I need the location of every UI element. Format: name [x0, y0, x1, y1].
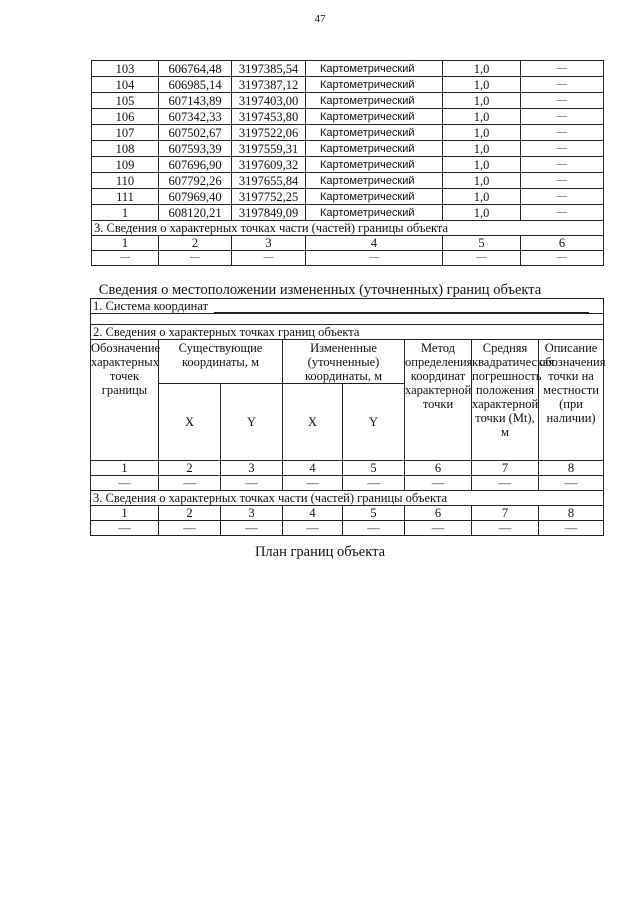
x-coordinate-cell: 606985,14: [159, 77, 232, 93]
point-number-cell: 104: [92, 77, 159, 93]
x-coordinate-cell: 607502,67: [159, 125, 232, 141]
header-x-changed: X: [283, 384, 343, 461]
column-number: 1: [91, 506, 159, 521]
column-number: 3: [221, 506, 283, 521]
empty-dash: —: [221, 521, 283, 536]
column-number: 6: [405, 506, 472, 521]
method-cell: Картометрический: [306, 141, 443, 157]
accuracy-cell: 1,0: [443, 77, 521, 93]
x-coordinate-cell: 607143,89: [159, 93, 232, 109]
y-coordinate-cell: 3197387,12: [232, 77, 306, 93]
method-cell: Картометрический: [306, 93, 443, 109]
method-cell: Картометрический: [306, 61, 443, 77]
header-method: Метод определения координат характерной точки: [405, 340, 472, 461]
accuracy-cell: 1,0: [443, 189, 521, 205]
header-changed-coords: Измененные (уточненные) координаты, м: [283, 340, 405, 384]
empty-dash: —: [159, 476, 221, 491]
accuracy-cell: 1,0: [443, 109, 521, 125]
column-number: 2: [159, 461, 221, 476]
page-number: 47: [314, 13, 326, 25]
points-table: [91, 60, 604, 266]
header-x-existing: X: [159, 384, 221, 461]
column-number: 5: [443, 236, 521, 251]
coord-system-blank: [214, 301, 589, 313]
y-coordinate-cell: 3197609,32: [232, 157, 306, 173]
description-cell: —: [521, 189, 604, 205]
table-row: [92, 61, 604, 77]
empty-dash: —: [343, 476, 405, 491]
y-coordinate-cell: 3197522,06: [232, 125, 306, 141]
accuracy-cell: 1,0: [443, 157, 521, 173]
method-cell: Картометрический: [306, 173, 443, 189]
accuracy-cell: 1,0: [443, 125, 521, 141]
column-number: 8: [539, 461, 604, 476]
table-row: [92, 77, 604, 93]
method-cell: Картометрический: [306, 109, 443, 125]
table-row: [92, 125, 604, 141]
description-cell: —: [521, 61, 604, 77]
x-coordinate-cell: 607342,33: [159, 109, 232, 125]
column-number: 3: [221, 461, 283, 476]
empty-dash: —: [405, 476, 472, 491]
accuracy-cell: 1,0: [443, 173, 521, 189]
changed-boundaries-table: [90, 298, 604, 536]
x-coordinate-cell: 608120,21: [159, 205, 232, 221]
section2-title: 2. Сведения о характерных точках границ объекта: [91, 325, 604, 340]
coord-system-row: [91, 299, 604, 314]
column-number: 3: [232, 236, 306, 251]
column-number: 7: [472, 461, 539, 476]
point-number-cell: 103: [92, 61, 159, 77]
y-coordinate-cell: 3197385,54: [232, 61, 306, 77]
points-table-body: [92, 61, 604, 266]
empty-dash: —: [343, 521, 405, 536]
empty-dash: —: [283, 521, 343, 536]
y-coordinate-cell: 3197752,25: [232, 189, 306, 205]
point-number-cell: 105: [92, 93, 159, 109]
column-number: 4: [306, 236, 443, 251]
description-cell: —: [521, 173, 604, 189]
accuracy-cell: 1,0: [443, 61, 521, 77]
column-number: 6: [521, 236, 604, 251]
header-accuracy: Средняя квадратическая погрешность положения характерной точки (Mt), м: [472, 340, 539, 461]
column-number: 2: [159, 506, 221, 521]
plan-title: План границ объекта: [254, 544, 386, 560]
column-number: 1: [92, 236, 159, 251]
table-row: [92, 189, 604, 205]
y-coordinate-cell: 3197559,31: [232, 141, 306, 157]
empty-dash: —: [472, 521, 539, 536]
section3-title: 3. Сведения о характерных точках части (частей) границы объекта: [92, 221, 604, 236]
header-existing-coords: Существующие координаты, м: [159, 340, 283, 384]
empty-dash: —: [283, 476, 343, 491]
x-coordinate-cell: 607792,26: [159, 173, 232, 189]
empty-dash: —: [159, 251, 232, 266]
table-row: [92, 173, 604, 189]
accuracy-cell: 1,0: [443, 141, 521, 157]
table-row: [92, 109, 604, 125]
description-cell: —: [521, 125, 604, 141]
point-number-cell: 109: [92, 157, 159, 173]
description-cell: —: [521, 205, 604, 221]
x-coordinate-cell: 607593,39: [159, 141, 232, 157]
empty-dash: —: [91, 476, 159, 491]
accuracy-cell: 1,0: [443, 205, 521, 221]
column-number: 6: [405, 461, 472, 476]
empty-dash: —: [91, 521, 159, 536]
y-coordinate-cell: 3197453,80: [232, 109, 306, 125]
method-cell: Картометрический: [306, 125, 443, 141]
empty-dash: —: [405, 521, 472, 536]
point-number-cell: 107: [92, 125, 159, 141]
column-number: 5: [343, 506, 405, 521]
description-cell: —: [521, 93, 604, 109]
header-y-changed: Y: [343, 384, 405, 461]
column-number: 2: [159, 236, 232, 251]
y-coordinate-cell: 3197849,09: [232, 205, 306, 221]
column-number: 1: [91, 461, 159, 476]
point-number-cell: 1: [92, 205, 159, 221]
column-number: 5: [343, 461, 405, 476]
empty-dash: —: [92, 251, 159, 266]
empty-dash: —: [472, 476, 539, 491]
description-cell: —: [521, 157, 604, 173]
table-row: [92, 93, 604, 109]
column-number: 4: [283, 461, 343, 476]
x-coordinate-cell: 607969,40: [159, 189, 232, 205]
section-title: Сведения о местоположении измененных (уточненных) границ объекта: [98, 282, 542, 298]
accuracy-cell: 1,0: [443, 93, 521, 109]
empty-dash: —: [539, 521, 604, 536]
method-cell: Картометрический: [306, 157, 443, 173]
point-number-cell: 110: [92, 173, 159, 189]
blank-row: [91, 314, 604, 325]
section3-title: 3. Сведения о характерных точках части (частей) границы объекта: [91, 491, 604, 506]
empty-dash: —: [443, 251, 521, 266]
empty-dash: —: [221, 476, 283, 491]
empty-dash: —: [159, 521, 221, 536]
empty-dash: —: [232, 251, 306, 266]
coord-system-label: 1. Система координат: [93, 299, 209, 313]
empty-dash: —: [539, 476, 604, 491]
empty-dash: —: [521, 251, 604, 266]
column-number: 8: [539, 506, 604, 521]
point-number-cell: 111: [92, 189, 159, 205]
description-cell: —: [521, 141, 604, 157]
table-row: [92, 205, 604, 221]
column-number: 4: [283, 506, 343, 521]
header-description: Описание обозначения точки на местности (при наличии): [539, 340, 604, 461]
point-number-cell: 108: [92, 141, 159, 157]
method-cell: Картометрический: [306, 77, 443, 93]
table-row: [92, 141, 604, 157]
method-cell: Картометрический: [306, 189, 443, 205]
empty-dash: —: [306, 251, 443, 266]
table-row: [92, 157, 604, 173]
method-cell: Картометрический: [306, 205, 443, 221]
description-cell: —: [521, 109, 604, 125]
header-designation: Обозначение характерных точек границы: [91, 340, 159, 461]
header-y-existing: Y: [221, 384, 283, 461]
description-cell: —: [521, 77, 604, 93]
column-number: 7: [472, 506, 539, 521]
y-coordinate-cell: 3197403,00: [232, 93, 306, 109]
y-coordinate-cell: 3197655,84: [232, 173, 306, 189]
x-coordinate-cell: 607696,90: [159, 157, 232, 173]
point-number-cell: 106: [92, 109, 159, 125]
x-coordinate-cell: 606764,48: [159, 61, 232, 77]
